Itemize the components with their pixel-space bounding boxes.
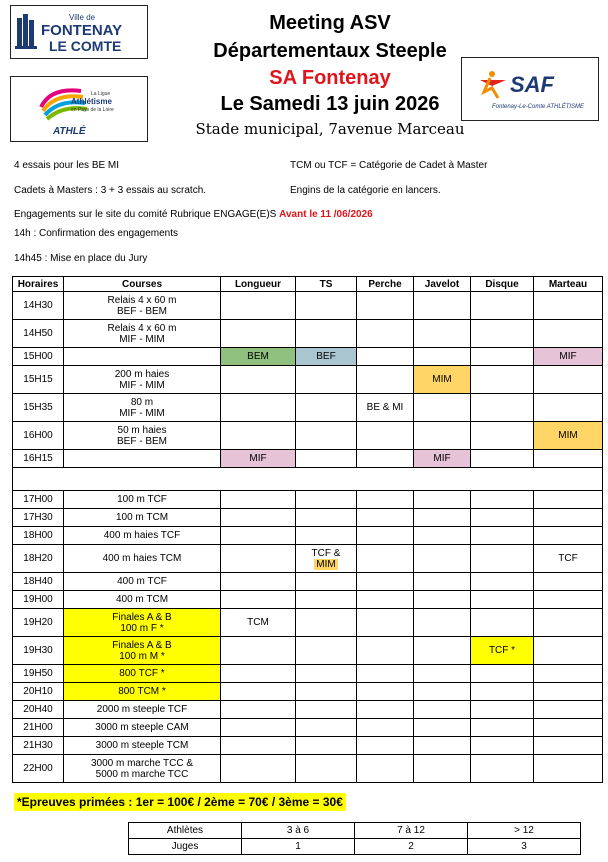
club-name: SA Fontenay (269, 67, 391, 89)
course-cell (64, 422, 221, 450)
jury-row (129, 839, 581, 855)
time-cell: 18H40 (13, 573, 64, 591)
time-cell: 19H30 (13, 637, 64, 665)
course-line: Finales A & B (112, 611, 172, 623)
ligue-logo (10, 76, 148, 142)
info-engins: Engins de la catégorie en lancers. (290, 185, 441, 196)
table-row (13, 366, 603, 394)
jury-row (129, 823, 581, 839)
jury-cell: 2 (355, 839, 468, 855)
table-header-row (13, 277, 603, 292)
time-cell: 16H00 (13, 422, 64, 450)
event-date: Le Samedi 13 juin 2026 (220, 93, 440, 115)
jury-cell: Athlètes (129, 823, 242, 839)
event-cell: MIF (534, 348, 603, 366)
event-cell: MIF (221, 450, 296, 468)
course-cell (64, 320, 221, 348)
header-cell: Courses (64, 277, 221, 292)
time-cell: 19H50 (13, 665, 64, 683)
event-cell (296, 545, 357, 573)
header-cell: Horaires (13, 277, 64, 292)
table-row (13, 509, 603, 527)
time-cell: 14H50 (13, 320, 64, 348)
table-row (13, 348, 603, 366)
info-tcm: TCM ou TCF = Catégorie de Cadet à Master (290, 160, 488, 171)
course-line: MIF - MIM (119, 407, 165, 419)
course-line: BEF - BEM (116, 435, 167, 447)
event-cell: BE & MI (357, 394, 414, 422)
time-cell: 22H00 (13, 755, 64, 783)
schedule-table (12, 276, 603, 783)
course-cell (64, 366, 221, 394)
info-engagements (14, 209, 373, 220)
ts-tcf-label: TCF & (311, 547, 341, 559)
course-line: 5000 m marche TCC (95, 768, 189, 780)
time-cell: 16H15 (13, 450, 64, 468)
saf-subtitle: Fontenay-Le-Comte ATHLÉTISME (492, 104, 585, 110)
time-cell: 15H15 (13, 366, 64, 394)
course-cell: 400 m TCF (64, 573, 221, 591)
course-cell: 3000 m steeple TCM (64, 737, 221, 755)
course-cell (64, 755, 221, 783)
course-line: MIF - MIM (119, 333, 165, 345)
course-line: 100 m F * (120, 622, 164, 634)
ligue-title: Athlétisme (71, 97, 112, 106)
table-gap-row (13, 468, 603, 491)
event-cell: BEM (221, 348, 296, 366)
info-cadets: Cadets à Masters : 3 + 3 essais au scratch. (14, 185, 207, 196)
course-cell: 800 TCM * (64, 683, 221, 701)
table-row (13, 737, 603, 755)
course-line: MIF - MIM (119, 379, 165, 391)
course-line: 50 m haies (117, 424, 167, 436)
time-cell: 17H30 (13, 509, 64, 527)
event-cell: TCM (221, 609, 296, 637)
time-cell: 18H20 (13, 545, 64, 573)
jury-cell: > 12 (468, 823, 581, 839)
course-cell: 400 m haies TCF (64, 527, 221, 545)
time-cell: 19H20 (13, 609, 64, 637)
time-cell: 19H00 (13, 591, 64, 609)
table-row (13, 450, 603, 468)
time-cell: 20H10 (13, 683, 64, 701)
table-row (13, 320, 603, 348)
table-row (13, 527, 603, 545)
info-essais-mi: 4 essais pour les BE MI (14, 160, 120, 171)
table-row (13, 665, 603, 683)
table-row (13, 394, 603, 422)
jury-cell: 3 (468, 839, 581, 855)
ts-mim-label: MIM (316, 558, 336, 570)
time-cell: 18H00 (13, 527, 64, 545)
header-cell: Marteau (534, 277, 603, 292)
meeting-title: Meeting ASV (269, 12, 391, 34)
course-cell: 400 m haies TCM (64, 545, 221, 573)
course-line: BEF - BEM (116, 305, 167, 317)
table-row (13, 545, 603, 573)
course-cell: 3000 m steeple CAM (64, 719, 221, 737)
logo-city-name: FONTENAY (41, 22, 123, 39)
event-cell: MIF (414, 450, 471, 468)
course-cell (64, 394, 221, 422)
table-row (13, 701, 603, 719)
course-line: Finales A & B (112, 639, 172, 651)
header-cell: Perche (357, 277, 414, 292)
jury-cell: 7 à 12 (355, 823, 468, 839)
time-cell: 14H30 (13, 292, 64, 320)
course-line: Relais 4 x 60 m (107, 294, 177, 306)
prize-notice: *Epreuves primées : 1er = 100€ / 2ème = 70€ / 3ème = 30€ (14, 793, 346, 811)
info-jury: 14h45 : Mise en place du Jury (14, 253, 148, 264)
course-cell: 400 m TCM (64, 591, 221, 609)
event-cell: MIM (534, 422, 603, 450)
time-cell: 17H00 (13, 491, 64, 509)
saf-wordmark: SAF (510, 72, 554, 97)
header-cell: Longueur (221, 277, 296, 292)
info-confirmation: 14h : Confirmation des engagements (14, 228, 178, 239)
course-cell: 2000 m steeple TCF (64, 701, 221, 719)
course-line: 100 m M * (119, 650, 165, 662)
table-row (13, 609, 603, 637)
table-row (13, 683, 603, 701)
header-cell: Javelot (414, 277, 471, 292)
jury-cell: 1 (242, 839, 355, 855)
venue: Stade municipal, 7avenue Marceau (195, 120, 465, 138)
engagements-text: Engagements sur le site du comité Rubrique ENGAGE(E)S (14, 209, 277, 220)
course-cell (64, 292, 221, 320)
engagements-deadline: Avant le 11 /06/2026 (279, 209, 373, 220)
table-row (13, 637, 603, 665)
course-cell (64, 609, 221, 637)
course-line: 80 m (130, 396, 154, 408)
course-cell: 800 TCF * (64, 665, 221, 683)
ligue-label: La Ligue (91, 91, 111, 97)
course-cell: 100 m TCM (64, 509, 221, 527)
table-row (13, 292, 603, 320)
course-line: 3000 m marche TCC & (90, 757, 194, 769)
course-line: Relais 4 x 60 m (107, 322, 177, 334)
course-cell: 100 m TCF (64, 491, 221, 509)
header-cell: TS (296, 277, 357, 292)
table-row (13, 591, 603, 609)
course-cell (64, 637, 221, 665)
ligue-region: en Pays de la Loire (71, 107, 114, 113)
time-cell: 21H30 (13, 737, 64, 755)
table-row (13, 719, 603, 737)
jury-table (128, 822, 581, 855)
header-cell: Disque (471, 277, 534, 292)
event-cell: TCF (534, 545, 603, 573)
meeting-subtitle: Départementaux Steeple (213, 40, 447, 62)
table-row (13, 491, 603, 509)
logo-city-name-2: LE COMTE (49, 38, 122, 54)
logo-city-label: Ville de (69, 13, 96, 22)
jury-cell: 3 à 6 (242, 823, 355, 839)
time-cell: 20H40 (13, 701, 64, 719)
event-cell: TCF * (471, 637, 534, 665)
time-cell: 15H35 (13, 394, 64, 422)
fontenay-logo (10, 5, 148, 59)
event-cell: BEF (296, 348, 357, 366)
table-row (13, 422, 603, 450)
jury-cell: Juges (129, 839, 242, 855)
event-cell: MIM (414, 366, 471, 394)
table-row (13, 755, 603, 783)
table-row (13, 573, 603, 591)
time-cell: 21H00 (13, 719, 64, 737)
time-cell: 15H00 (13, 348, 64, 366)
course-line: 200 m haies (114, 368, 170, 380)
athle-wordmark: ATHLÉ (53, 126, 86, 137)
